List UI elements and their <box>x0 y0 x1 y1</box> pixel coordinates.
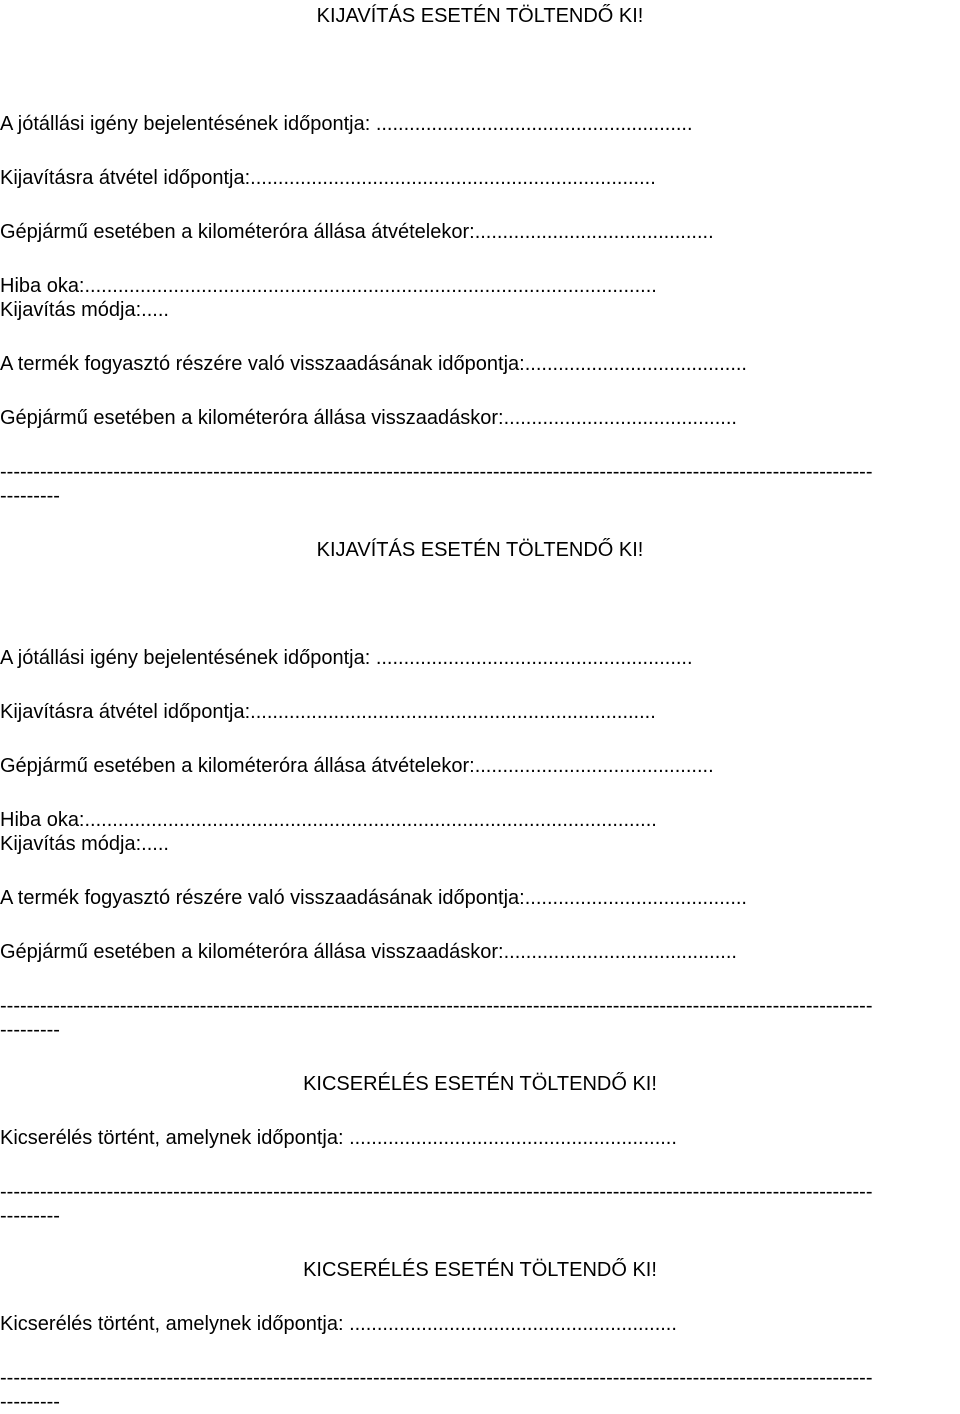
cut-line-separator: ----------------------------------------------------------------------------------------------------------------------------------- <box>0 1181 873 1203</box>
cut-line-separator: ----------------------------------------------------------------------------------------------------------------------------------- <box>0 995 873 1017</box>
repair-method-field: Kijavítás módja:..... <box>0 299 169 321</box>
cut-line-separator-tail: --------- <box>0 1019 60 1041</box>
warranty-claim-date-field: A jótállási igény bejelentésének időpontja: ......................................................... <box>0 647 693 669</box>
repair-acceptance-date-field: Kijavításra átvétel időpontja:......................................................................... <box>0 701 656 723</box>
return-to-consumer-date-field: A termék fogyasztó részére való visszaadásának időpontja:........................................ <box>0 353 747 375</box>
odometer-at-return-field: Gépjármű esetében a kilométeróra állása visszaadáskor:.......................................... <box>0 407 737 429</box>
cut-line-separator-tail: --------- <box>0 1205 60 1227</box>
cut-line-separator: ----------------------------------------------------------------------------------------------------------------------------------- <box>0 1367 873 1389</box>
repair-acceptance-date-field: Kijavításra átvétel időpontja:......................................................................... <box>0 167 656 189</box>
repair-method-field: Kijavítás módja:..... <box>0 833 169 855</box>
odometer-at-return-field: Gépjármű esetében a kilométeróra állása visszaadáskor:.......................................... <box>0 941 737 963</box>
cut-line-separator-tail: --------- <box>0 485 60 507</box>
fault-cause-field: Hiba oka:....................................................................................................... <box>0 809 657 831</box>
cut-line-separator: ----------------------------------------------------------------------------------------------------------------------------------- <box>0 461 873 483</box>
section-heading-repair-1: KIJAVÍTÁS ESETÉN TÖLTENDŐ KI! <box>316 5 644 27</box>
replacement-date-field: Kicserélés történt, amelynek időpontja: ........................................................... <box>0 1313 677 1335</box>
warranty-claim-date-field: A jótállási igény bejelentésének időpontja: ......................................................... <box>0 113 693 135</box>
fault-cause-field: Hiba oka:....................................................................................................... <box>0 275 657 297</box>
section-heading-repair-2: KIJAVÍTÁS ESETÉN TÖLTENDŐ KI! <box>316 539 644 561</box>
cut-line-separator-tail: --------- <box>0 1391 60 1413</box>
section-heading-replacement-2: KICSERÉLÉS ESETÉN TÖLTENDŐ KI! <box>303 1259 657 1281</box>
odometer-at-acceptance-field: Gépjármű esetében a kilométeróra állása átvételekor:........................................... <box>0 755 714 777</box>
return-to-consumer-date-field: A termék fogyasztó részére való visszaadásának időpontja:........................................ <box>0 887 747 909</box>
odometer-at-acceptance-field: Gépjármű esetében a kilométeróra állása átvételekor:........................................... <box>0 221 714 243</box>
section-heading-replacement-1: KICSERÉLÉS ESETÉN TÖLTENDŐ KI! <box>303 1073 657 1095</box>
replacement-date-field: Kicserélés történt, amelynek időpontja: ........................................................... <box>0 1127 677 1149</box>
